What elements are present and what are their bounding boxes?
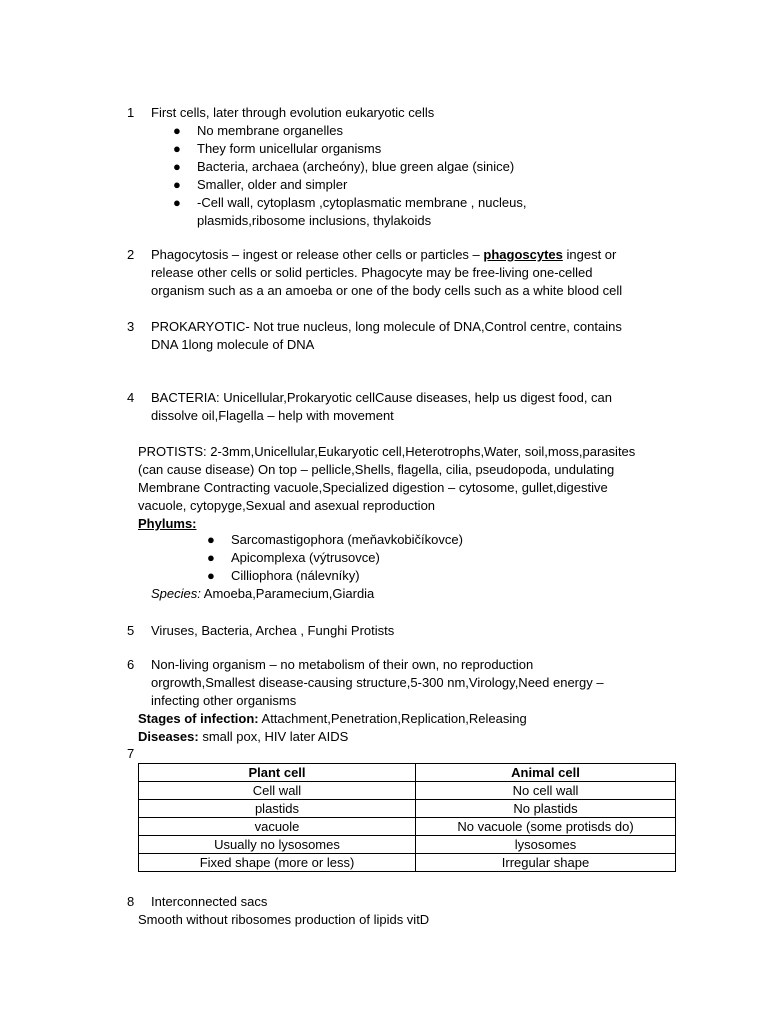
virus-details: Stages of infection: Attachment,Penetration,Replication,Releasing Diseases: small pox, HIV later AIDS <box>138 711 527 744</box>
table-cell: lysosomes <box>416 836 676 854</box>
table-cell: No plastids <box>416 800 676 818</box>
paragraph: BACTERIA: Unicellular,Prokaryotic cellCause diseases, help us digest food, can dissolve oil,Flagella – help with movement <box>151 390 612 423</box>
list-item: ● Bacteria, archaea (archeóny), blue green algae (sinice) <box>173 159 515 174</box>
table-header-row <box>139 764 676 782</box>
list-item: ● No membrane organelles <box>173 123 343 138</box>
species-label: Species: <box>151 586 201 601</box>
list-item: ● Sarcomastigophora (meňavkobičíkovce) <box>207 532 463 547</box>
section-number: 8 <box>127 894 135 909</box>
list-item: ● Cilliophora (nálevníky) <box>207 568 360 583</box>
table-cell: Irregular shape <box>416 854 676 872</box>
bullet-icon: ● <box>173 123 181 138</box>
table-cell: Cell wall <box>139 782 416 800</box>
paragraph: Viruses, Bacteria, Archea , Funghi Protists <box>151 623 395 638</box>
section-number: 1 <box>127 105 135 120</box>
section-number: 5 <box>127 623 135 638</box>
species-line: Species: Amoeba,Paramecium,Giardia <box>151 586 375 601</box>
table-row <box>139 836 676 854</box>
table-row <box>139 818 676 836</box>
table-cell: plastids <box>139 800 416 818</box>
emphasized-term: phagoscytes <box>483 247 563 262</box>
table-row <box>139 854 676 872</box>
paragraph: PROKARYOTIC- Not true nucleus, long molecule of DNA,Control centre, contains DNA 1long molecule of DNA <box>151 319 622 352</box>
paragraph: Smooth without ribosomes production of lipids vitD <box>138 912 430 927</box>
section-number: 7 <box>127 746 135 761</box>
list-item: ● Smaller, older and simpler <box>173 177 348 192</box>
bullet-icon: ● <box>207 550 215 565</box>
list-item: ● -Cell wall, cytoplasm ,cytoplasmatic membrane , nucleus, <box>173 195 527 210</box>
section-number: 2 <box>127 247 135 262</box>
bullet-icon: ● <box>173 141 181 156</box>
bullet-icon: ● <box>207 532 215 547</box>
phylums-label: Phylums: <box>138 516 197 531</box>
table-cell: Fixed shape (more or less) <box>139 854 416 872</box>
diseases-label: Diseases: <box>138 729 199 744</box>
phylum-list <box>207 531 607 585</box>
cell-comparison-table <box>138 763 676 872</box>
table-row <box>139 800 676 818</box>
table-cell: No vacuole (some protisds do) <box>416 818 676 836</box>
bullet-icon: ● <box>173 177 181 192</box>
table-row <box>139 782 676 800</box>
column-header: Plant cell <box>139 764 416 782</box>
table-cell: vacuole <box>139 818 416 836</box>
column-header: Animal cell <box>416 764 676 782</box>
paragraph: Interconnected sacs <box>151 894 268 909</box>
protists-paragraph: PROTISTS: 2-3mm,Unicellular,Eukaryotic cell,Heterotrophs,Water, soil,moss,parasites (can cause disease) On top – pellicle,Shells, flagella, cilia, pseudopoda, undulating Membrane Contracting vacuole,Specialized digestion – cytosome, gullet,digestive vacuole, cytopyge,Sexual and asexual reproduction Phylums: <box>138 444 636 531</box>
section-title: First cells, later through evolution eukaryotic cells <box>151 105 435 120</box>
paragraph: Non-living organism – no metabolism of their own, no reproduction orgrowth,Smallest disease-causing structure,5-300 nm,Virology,Need energy – infecting other organisms <box>151 657 604 708</box>
list-item: ● They form unicellular organisms <box>173 141 382 156</box>
bullet-icon: ● <box>207 568 215 583</box>
table-cell: Usually no lysosomes <box>139 836 416 854</box>
table-cell: No cell wall <box>416 782 676 800</box>
section-number: 4 <box>127 390 135 405</box>
stages-label: Stages of infection: <box>138 711 259 726</box>
bullet-list <box>173 122 573 230</box>
bullet-icon: ● <box>173 195 181 210</box>
section-number: 6 <box>127 657 135 672</box>
bullet-icon: ● <box>173 159 181 174</box>
paragraph: Phagocytosis – ingest or release other cells or particles – phagoscytes ingest or release other cells or solid perticles. Phagocyte may be free-living one-celled organism such as a an amoeba or one of the body cells such as a white blood cell <box>151 247 623 298</box>
section-number: 3 <box>127 319 135 334</box>
list-item-continuation: plasmids,ribosome inclusions, thylakoids <box>197 213 432 228</box>
list-item: ● Apicomplexa (výtrusovce) <box>207 550 380 565</box>
